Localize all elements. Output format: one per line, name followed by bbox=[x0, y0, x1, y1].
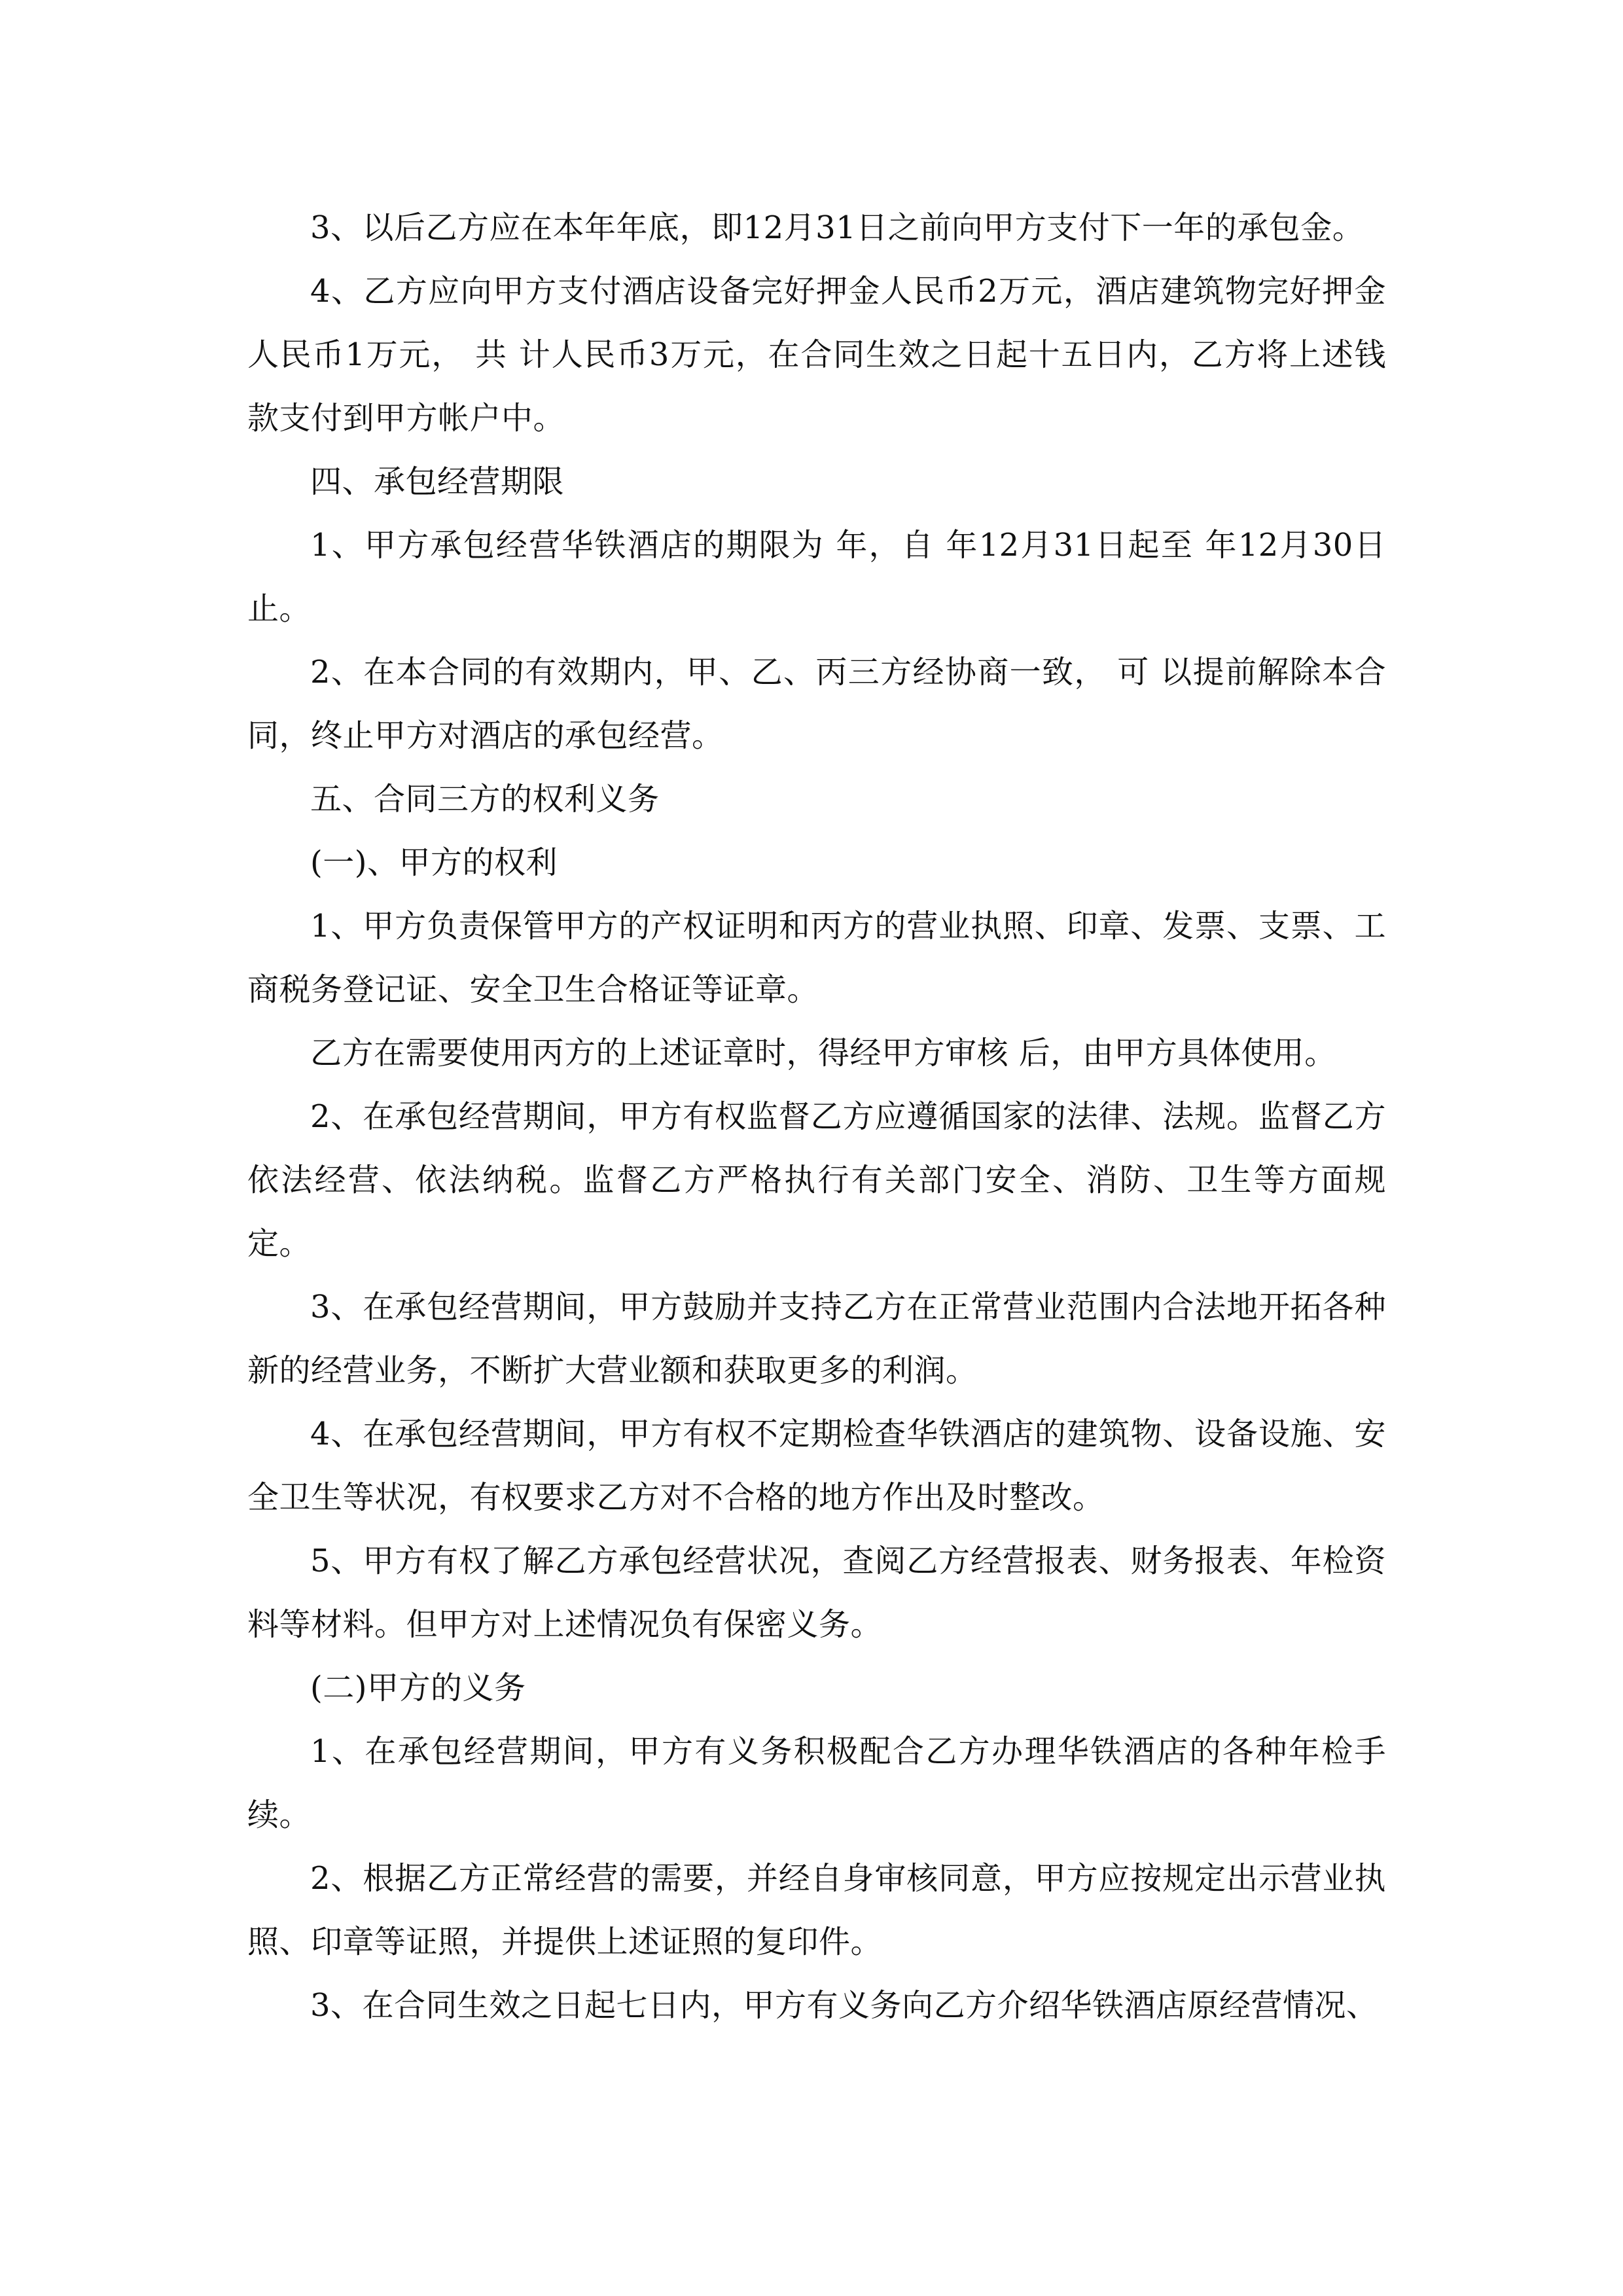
section-heading-rights-obligations: 五、合同三方的权利义务 bbox=[310, 781, 660, 817]
paragraph-term-period: 1、甲方承包经营华铁酒店的期限为 年，自 年12月31日起至 年12月30日止。 bbox=[247, 527, 1386, 627]
paragraph-annual-fee-payment: 3、以后乙方应在本年年底，即12月31日之前向甲方支付下一年的承包金。 bbox=[310, 209, 1364, 246]
paragraph-obligations-2: 2、根据乙方正常经营的需要，并经自身审核同意，甲方应按规定出示营业执照、印章等证照，并提供上述证照的复印件。 bbox=[247, 1860, 1386, 1960]
paragraph-rights-5: 5、甲方有权了解乙方承包经营状况，查阅乙方经营报表、财务报表、年检资料等材料。但甲方对上述情况负有保密义务。 bbox=[247, 1543, 1386, 1643]
paragraph-deposit: 4、乙方应向甲方支付酒店设备完好押金人民币2万元，酒店建筑物完好押金人民币1万元， 共 计人民币3万元，在合同生效之日起十五日内，乙方将上述钱款支付到甲方帐户中。 bbox=[247, 273, 1386, 437]
paragraph-obligations-3: 3、在合同生效之日起七日内，甲方有义务向乙方介绍华铁酒店原经营情况、 bbox=[310, 1987, 1378, 2024]
paragraph-rights-1: 1、甲方负责保管甲方的产权证明和丙方的营业执照、印章、发票、支票、工商税务登记证、安全卫生合格证等证章。 bbox=[247, 908, 1386, 1008]
paragraph-rights-3: 3、在承包经营期间，甲方鼓励并支持乙方在正常营业范围内合法地开拓各种新的经营业务，不断扩大营业额和获取更多的利润。 bbox=[247, 1289, 1386, 1389]
section-heading-contract-term: 四、承包经营期限 bbox=[310, 463, 565, 500]
subsection-heading-party-a-obligations: (二)甲方的义务 bbox=[310, 1670, 526, 1706]
document-body bbox=[247, 196, 1386, 2037]
paragraph-rights-2: 2、在承包经营期间，甲方有权监督乙方应遵循国家的法律、法规。监督乙方依法经营、依法纳税。监督乙方严格执行有关部门安全、消防、卫生等方面规定。 bbox=[247, 1098, 1386, 1262]
paragraph-early-termination: 2、在本合同的有效期内，甲、乙、丙三方经协商一致， 可 以提前解除本合同，终止甲方对酒店的承包经营。 bbox=[247, 654, 1386, 754]
paragraph-obligations-1: 1、在承包经营期间，甲方有义务积极配合乙方办理华铁酒店的各种年检手续。 bbox=[247, 1733, 1386, 1833]
paragraph-rights-1-note: 乙方在需要使用丙方的上述证章时，得经甲方审核 后，由甲方具体使用。 bbox=[310, 1035, 1336, 1071]
paragraph-rights-4: 4、在承包经营期间，甲方有权不定期检查华铁酒店的建筑物、设备设施、安全卫生等状况，有权要求乙方对不合格的地方作出及时整改。 bbox=[247, 1416, 1386, 1516]
subsection-heading-party-a-rights: (一)、甲方的权利 bbox=[310, 844, 558, 881]
